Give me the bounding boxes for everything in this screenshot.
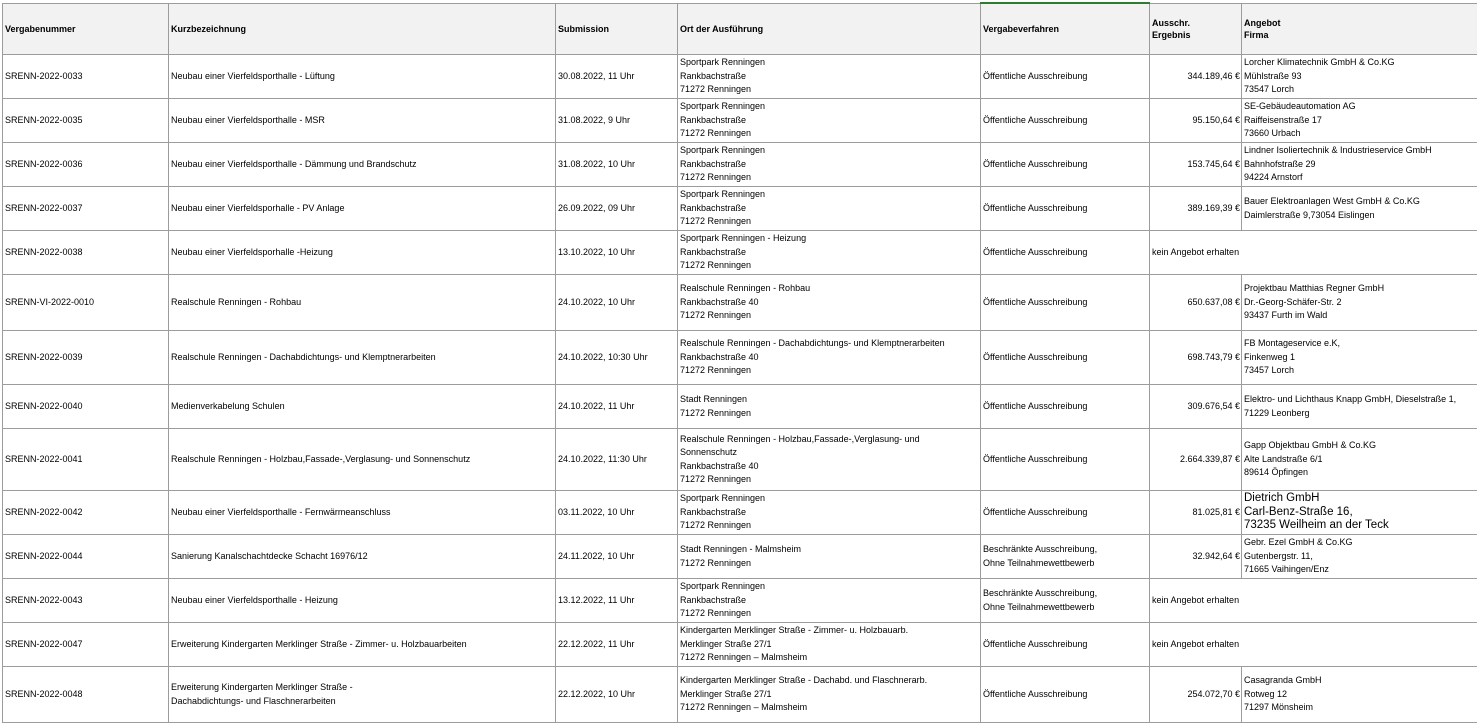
table-row (3, 231, 1477, 275)
cell-firma[interactable] (1242, 385, 1477, 429)
table-row (3, 623, 1477, 667)
cell-line: 71229 Leonberg (1244, 407, 1477, 421)
cell-ort[interactable] (678, 187, 981, 231)
cell-ort[interactable] (678, 385, 981, 429)
vergabe-table (2, 2, 1477, 723)
cell-ergebnis[interactable]: 153.745,64 € (1150, 143, 1242, 187)
cell-line: Realschule Renningen - Dachabdichtungs- und Klemptnerarbeiten (680, 337, 980, 351)
cell-vergabeverfahren[interactable] (981, 429, 1150, 491)
cell-kurzbezeichnung[interactable] (169, 429, 556, 491)
cell-ergebnis[interactable]: 389.169,39 € (1150, 187, 1242, 231)
header-cell-vergabenummer[interactable]: Vergabenummer (3, 3, 169, 55)
cell-line: Mühlstraße 93 (1244, 70, 1477, 84)
cell-line: Gebr. Ezel GmbH & Co.KG (1244, 536, 1477, 550)
cell-line: 73660 Urbach (1244, 127, 1477, 141)
cell-line: Sportpark Renningen (680, 144, 980, 158)
cell-line: Alte Landstraße 6/1 (1244, 453, 1477, 467)
cell-line: Sportpark Renningen (680, 100, 980, 114)
cell-line: Neubau einer Vierfeldsporthalle - Heizung (171, 594, 555, 608)
cell-vergabeverfahren[interactable] (981, 385, 1150, 429)
cell-line: Dr.-Georg-Schäfer-Str. 2 (1244, 296, 1477, 310)
cell-line: Neubau einer Vierfeldsporthalle - Dämmung und Brandschutz (171, 158, 555, 172)
cell-line: 71272 Renningen (680, 83, 980, 97)
cell-line: Realschule Renningen - Rohbau (680, 282, 980, 296)
cell-ort[interactable] (678, 623, 981, 667)
cell-ort[interactable] (678, 579, 981, 623)
cell-line: 71272 Renningen (680, 127, 980, 141)
cell-line: Öffentliche Ausschreibung (983, 688, 1149, 702)
cell-firma[interactable] (1242, 187, 1477, 231)
cell-kein-angebot[interactable]: kein Angebot erhalten (1150, 623, 1477, 667)
cell-line: 71272 Renningen (680, 171, 980, 185)
cell-ergebnis[interactable]: 309.676,54 € (1150, 385, 1242, 429)
cell-vergabenummer[interactable]: SRENN-2022-0035 (3, 99, 169, 143)
table-row (3, 535, 1477, 579)
cell-firma[interactable] (1242, 331, 1477, 385)
cell-line: 71297 Mönsheim (1244, 701, 1477, 715)
cell-line: Erweiterung Kindergarten Merklinger Straße - (171, 681, 555, 695)
cell-ort[interactable] (678, 491, 981, 535)
cell-line: Neubau einer Vierfeldsporthalle - MSR (171, 114, 555, 128)
cell-vergabeverfahren[interactable] (981, 231, 1150, 275)
cell-kurzbezeichnung[interactable] (169, 143, 556, 187)
cell-line: Öffentliche Ausschreibung (983, 506, 1149, 520)
cell-ort[interactable] (678, 535, 981, 579)
cell-kurzbezeichnung[interactable] (169, 55, 556, 99)
cell-ort[interactable] (678, 99, 981, 143)
cell-submission[interactable]: 13.12.2022, 11 Uhr (556, 579, 678, 623)
cell-line: SE-Gebäudeautomation AG (1244, 100, 1477, 114)
cell-line: Ohne Teilnahmewettbewerb (983, 557, 1149, 571)
cell-vergabenummer[interactable]: SRENN-2022-0038 (3, 231, 169, 275)
cell-line: 71272 Renningen (680, 259, 980, 273)
cell-line: 94224 Arnstorf (1244, 171, 1477, 185)
cell-line: Lindner Isoliertechnik & Industrieservice GmbH (1244, 144, 1477, 158)
cell-vergabenummer[interactable]: SRENN-2022-0044 (3, 535, 169, 579)
cell-kurzbezeichnung[interactable] (169, 491, 556, 535)
cell-line: Projektbau Matthias Regner GmbH (1244, 282, 1477, 296)
cell-line: 71272 Renningen (680, 364, 980, 378)
cell-line: Finkenweg 1 (1244, 351, 1477, 365)
cell-line: Sportpark Renningen - Heizung (680, 232, 980, 246)
cell-line: 73235 Weilheim an der Teck (1244, 519, 1477, 533)
cell-ergebnis[interactable]: 32.942,64 € (1150, 535, 1242, 579)
cell-firma[interactable] (1242, 275, 1477, 331)
cell-line: Rankbachstraße 40 (680, 296, 980, 310)
cell-line: Merklinger Straße 27/1 (680, 688, 980, 702)
cell-ort[interactable] (678, 429, 981, 491)
cell-line: Rankbachstraße (680, 114, 980, 128)
cell-kurzbezeichnung[interactable] (169, 275, 556, 331)
cell-kurzbezeichnung[interactable] (169, 385, 556, 429)
cell-submission[interactable]: 30.08.2022, 11 Uhr (556, 55, 678, 99)
table-body (3, 55, 1477, 723)
cell-line: Neubau einer Vierfeldsporthalle - Lüftung (171, 70, 555, 84)
cell-line: Rotweg 12 (1244, 688, 1477, 702)
cell-vergabenummer[interactable]: SRENN-2022-0048 (3, 667, 169, 723)
table-row (3, 143, 1477, 187)
cell-kurzbezeichnung[interactable] (169, 231, 556, 275)
header-cell-ergebnis[interactable] (1150, 3, 1242, 55)
cell-vergabeverfahren[interactable] (981, 579, 1150, 623)
cell-firma[interactable] (1242, 55, 1477, 99)
cell-line: 89614 Öpfingen (1244, 466, 1477, 480)
cell-line: 73457 Lorch (1244, 364, 1477, 378)
cell-line: 93437 Furth im Wald (1244, 309, 1477, 323)
cell-vergabenummer[interactable]: SRENN-2022-0041 (3, 429, 169, 491)
cell-vergabeverfahren[interactable] (981, 623, 1150, 667)
cell-line: Bauer Elektroanlagen West GmbH & Co.KG (1244, 195, 1477, 209)
cell-line: 71272 Renningen (680, 557, 980, 571)
cell-line: Rankbachstraße 40 (680, 351, 980, 365)
cell-submission[interactable]: 31.08.2022, 10 Uhr (556, 143, 678, 187)
cell-kurzbezeichnung[interactable] (169, 331, 556, 385)
table-row (3, 99, 1477, 143)
cell-line: Sportpark Renningen (680, 188, 980, 202)
table-row (3, 187, 1477, 231)
cell-line: Öffentliche Ausschreibung (983, 296, 1149, 310)
cell-line: Erweiterung Kindergarten Merklinger Straße - Zimmer- u. Holzbauarbeiten (171, 638, 555, 652)
cell-ergebnis[interactable]: 254.072,70 € (1150, 667, 1242, 723)
cell-line: Öffentliche Ausschreibung (983, 202, 1149, 216)
cell-line: Realschule Renningen - Rohbau (171, 296, 555, 310)
table-row (3, 491, 1477, 535)
cell-vergabeverfahren[interactable] (981, 491, 1150, 535)
cell-line: Öffentliche Ausschreibung (983, 453, 1149, 467)
cell-vergabeverfahren[interactable] (981, 667, 1150, 723)
cell-vergabenummer[interactable]: SRENN-2022-0039 (3, 331, 169, 385)
cell-line: Rankbachstraße (680, 246, 980, 260)
cell-line: Stadt Renningen - Malmsheim (680, 543, 980, 557)
table-row (3, 429, 1477, 491)
cell-line: Stadt Renningen (680, 393, 980, 407)
cell-vergabeverfahren[interactable] (981, 55, 1150, 99)
cell-kurzbezeichnung[interactable] (169, 623, 556, 667)
cell-vergabeverfahren[interactable] (981, 331, 1150, 385)
cell-submission[interactable]: 13.10.2022, 10 Uhr (556, 231, 678, 275)
cell-line: Gapp Objektbau GmbH & Co.KG (1244, 439, 1477, 453)
cell-line: Dietrich GmbH (1244, 492, 1477, 506)
cell-vergabenummer[interactable]: SRENN-2022-0042 (3, 491, 169, 535)
cell-line: Realschule Renningen - Dachabdichtungs- und Klemptnerarbeiten (171, 351, 555, 365)
cell-vergabeverfahren[interactable] (981, 143, 1150, 187)
cell-submission[interactable]: 22.12.2022, 10 Uhr (556, 667, 678, 723)
cell-kein-angebot[interactable]: kein Angebot erhalten (1150, 231, 1477, 275)
cell-line: Merklinger Straße 27/1 (680, 638, 980, 652)
cell-ergebnis[interactable]: 2.664.339,87 € (1150, 429, 1242, 491)
cell-line: Sportpark Renningen (680, 492, 980, 506)
table-row (3, 331, 1477, 385)
cell-ort[interactable] (678, 667, 981, 723)
cell-line: Öffentliche Ausschreibung (983, 158, 1149, 172)
cell-line: Rankbachstraße (680, 594, 980, 608)
cell-line: 71272 Renningen (680, 607, 980, 621)
cell-ort[interactable] (678, 275, 981, 331)
cell-line: 71665 Vaihingen/Enz (1244, 563, 1477, 577)
cell-line: Beschränkte Ausschreibung, (983, 543, 1149, 557)
cell-firma[interactable] (1242, 535, 1477, 579)
cell-line: Rankbachstraße (680, 202, 980, 216)
cell-firma[interactable] (1242, 491, 1477, 535)
cell-line: Sanierung Kanalschachtdecke Schacht 16976/12 (171, 550, 555, 564)
cell-vergabenummer[interactable]: SRENN-2022-0043 (3, 579, 169, 623)
cell-submission[interactable]: 31.08.2022, 9 Uhr (556, 99, 678, 143)
cell-vergabeverfahren[interactable] (981, 187, 1150, 231)
cell-vergabeverfahren[interactable] (981, 99, 1150, 143)
header-cell-submission[interactable]: Submission (556, 3, 678, 55)
header-ergebnis-line1: Ausschr. (1152, 17, 1241, 29)
cell-vergabenummer[interactable]: SRENN-2022-0036 (3, 143, 169, 187)
cell-line: 71272 Renningen (680, 407, 980, 421)
header-firma-line2: Firma (1244, 29, 1477, 41)
cell-submission[interactable]: 22.12.2022, 11 Uhr (556, 623, 678, 667)
cell-submission[interactable]: 24.11.2022, 10 Uhr (556, 535, 678, 579)
cell-line: 71272 Renningen – Malmsheim (680, 651, 980, 665)
cell-submission[interactable]: 24.10.2022, 11 Uhr (556, 385, 678, 429)
cell-kurzbezeichnung[interactable] (169, 187, 556, 231)
header-cell-firma[interactable] (1242, 3, 1477, 55)
header-row (3, 3, 1477, 55)
cell-line: Ohne Teilnahmewettbewerb (983, 601, 1149, 615)
cell-line: Öffentliche Ausschreibung (983, 400, 1149, 414)
cell-line: 71272 Renningen – Malmsheim (680, 701, 980, 715)
cell-line: Rankbachstraße (680, 158, 980, 172)
cell-line: 73547 Lorch (1244, 83, 1477, 97)
cell-line: Rankbachstraße (680, 70, 980, 84)
cell-vergabeverfahren[interactable] (981, 535, 1150, 579)
cell-ort[interactable] (678, 143, 981, 187)
cell-submission[interactable]: 24.10.2022, 11:30 Uhr (556, 429, 678, 491)
cell-line: Dachabdichtungs- und Flaschnerarbeiten (171, 695, 555, 709)
cell-line: Realschule Renningen - Holzbau,Fassade-,Verglasung- und Sonnenschutz (171, 453, 555, 467)
cell-line: Öffentliche Ausschreibung (983, 638, 1149, 652)
cell-submission[interactable]: 24.10.2022, 10 Uhr (556, 275, 678, 331)
header-cell-kurzbezeichnung[interactable]: Kurzbezeichnung (169, 3, 556, 55)
cell-line: Gutenbergstr. 11, (1244, 550, 1477, 564)
cell-vergabenummer[interactable]: SRENN-2022-0033 (3, 55, 169, 99)
cell-line: Kindergarten Merklinger Straße - Dachabd. und Flaschnerarb. (680, 674, 980, 688)
cell-line: Beschränkte Ausschreibung, (983, 587, 1149, 601)
cell-ort[interactable] (678, 231, 981, 275)
cell-line: Realschule Renningen - Holzbau,Fassade-,Verglasung- und (680, 433, 980, 447)
cell-line: 71272 Renningen (680, 473, 980, 487)
cell-ort[interactable] (678, 55, 981, 99)
cell-vergabenummer[interactable]: SRENN-VI-2022-0010 (3, 275, 169, 331)
cell-ergebnis[interactable]: 95.150,64 € (1150, 99, 1242, 143)
cell-line: Medienverkabelung Schulen (171, 400, 555, 414)
cell-line: Bahnhofstraße 29 (1244, 158, 1477, 172)
cell-line: Neubau einer Vierfeldsporhalle -Heizung (171, 246, 555, 260)
cell-kurzbezeichnung[interactable] (169, 99, 556, 143)
cell-vergabenummer[interactable]: SRENN-2022-0037 (3, 187, 169, 231)
cell-line: Öffentliche Ausschreibung (983, 70, 1149, 84)
cell-ergebnis[interactable]: 698.743,79 € (1150, 331, 1242, 385)
cell-line: Öffentliche Ausschreibung (983, 351, 1149, 365)
cell-line: Daimlerstraße 9,73054 Eislingen (1244, 209, 1477, 223)
cell-submission[interactable]: 26.09.2022, 09 Uhr (556, 187, 678, 231)
cell-line: 71272 Renningen (680, 519, 980, 533)
table-row (3, 385, 1477, 429)
cell-ergebnis[interactable]: 344.189,46 € (1150, 55, 1242, 99)
cell-line: Neubau einer Vierfeldsporhalle - PV Anlage (171, 202, 555, 216)
table-row (3, 667, 1477, 723)
header-cell-ort[interactable]: Ort der Ausführung (678, 3, 981, 55)
cell-line: Kindergarten Merklinger Straße - Zimmer- u. Holzbauarb. (680, 624, 980, 638)
table-row (3, 579, 1477, 623)
cell-line: Rankbachstraße (680, 506, 980, 520)
cell-line: Sonnenschutz (680, 446, 980, 460)
cell-ergebnis[interactable]: 650.637,08 € (1150, 275, 1242, 331)
cell-line: Sportpark Renningen (680, 56, 980, 70)
cell-firma[interactable] (1242, 99, 1477, 143)
cell-vergabeverfahren[interactable] (981, 275, 1150, 331)
header-firma-line1: Angebot (1244, 17, 1477, 29)
header-ergebnis-line2: Ergebnis (1152, 29, 1241, 41)
table-row (3, 55, 1477, 99)
cell-firma[interactable] (1242, 667, 1477, 723)
cell-line: Carl-Benz-Straße 16, (1244, 506, 1477, 520)
cell-ort[interactable] (678, 331, 981, 385)
cell-firma[interactable] (1242, 143, 1477, 187)
cell-line: Elektro- und Lichthaus Knapp GmbH, Dieselstraße 1, (1244, 393, 1477, 407)
cell-line: Lorcher Klimatechnik GmbH & Co.KG (1244, 56, 1477, 70)
cell-kurzbezeichnung[interactable] (169, 579, 556, 623)
cell-line: FB Montageservice e.K, (1244, 337, 1477, 351)
cell-line: Raiffeisenstraße 17 (1244, 114, 1477, 128)
header-cell-vergabeverfahren[interactable]: Vergabeverfahren (981, 3, 1150, 55)
cell-vergabenummer[interactable]: SRENN-2022-0047 (3, 623, 169, 667)
cell-kurzbezeichnung[interactable] (169, 667, 556, 723)
cell-line: Neubau einer Vierfeldsporthalle - Fernwärmeanschluss (171, 506, 555, 520)
cell-firma[interactable] (1242, 429, 1477, 491)
cell-submission[interactable]: 24.10.2022, 10:30 Uhr (556, 331, 678, 385)
cell-submission[interactable]: 03.11.2022, 10 Uhr (556, 491, 678, 535)
cell-line: Rankbachstraße 40 (680, 460, 980, 474)
cell-kein-angebot[interactable]: kein Angebot erhalten (1150, 579, 1477, 623)
table-row (3, 275, 1477, 331)
cell-line: 71272 Renningen (680, 309, 980, 323)
table-header (3, 3, 1477, 55)
cell-line: 71272 Renningen (680, 215, 980, 229)
cell-vergabenummer[interactable]: SRENN-2022-0040 (3, 385, 169, 429)
cell-line: Öffentliche Ausschreibung (983, 114, 1149, 128)
cell-line: Sportpark Renningen (680, 580, 980, 594)
cell-kurzbezeichnung[interactable] (169, 535, 556, 579)
cell-ergebnis[interactable]: 81.025,81 € (1150, 491, 1242, 535)
cell-line: Casagranda GmbH (1244, 674, 1477, 688)
cell-line: Öffentliche Ausschreibung (983, 246, 1149, 260)
